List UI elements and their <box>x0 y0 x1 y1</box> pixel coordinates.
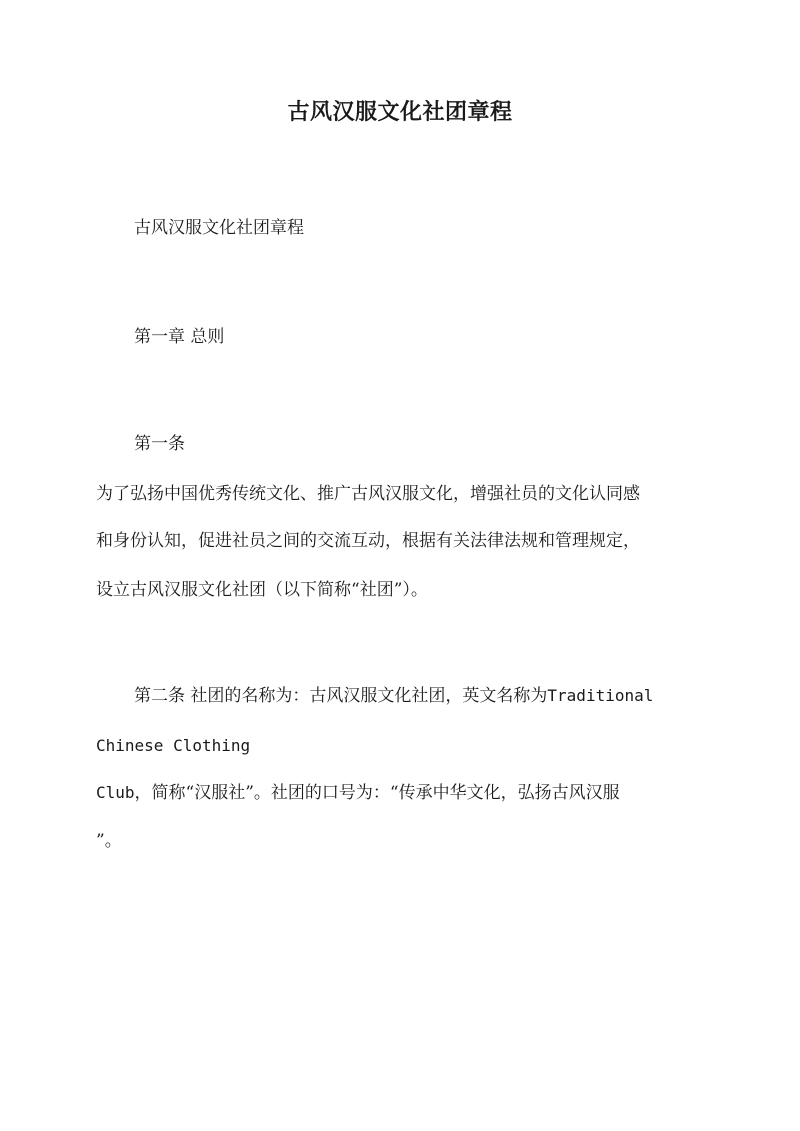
article-2-line-2: Chinese Clothing <box>96 736 251 755</box>
article-2-line-3 <box>96 778 620 808</box>
document-subtitle: 古风汉服文化社团章程 <box>134 218 304 238</box>
chapter-heading: 第一章 总则 <box>134 327 225 347</box>
article-2-line-1-text: 第二条 社团的名称为：古风汉服文化社团，英文名称为 <box>134 686 548 706</box>
article-2-line-4: ”。 <box>96 831 122 851</box>
article-1-line-3: 设立古风汉服文化社团（以下简称“社团”）。 <box>96 580 428 600</box>
article-1-line-1: 为了弘扬中国优秀传统文化、推广古风汉服文化，增强社员的文化认同感 <box>96 484 640 504</box>
article-2-english-name-part: Traditional <box>547 686 654 705</box>
document-title: 古风汉服文化社团章程 <box>287 99 513 125</box>
article-1-line-2: 和身份认知，促进社员之间的交流互动，根据有关法律法规和管理规定， <box>96 531 640 551</box>
article-2-line-1 <box>134 681 653 711</box>
article-2-club-word: Club <box>96 783 135 802</box>
article-1-label: 第一条 <box>134 434 185 454</box>
article-2-line-3-text: ，简称“汉服社”。社团的口号为：“传承中华文化，弘扬古风汉服 <box>134 783 620 803</box>
